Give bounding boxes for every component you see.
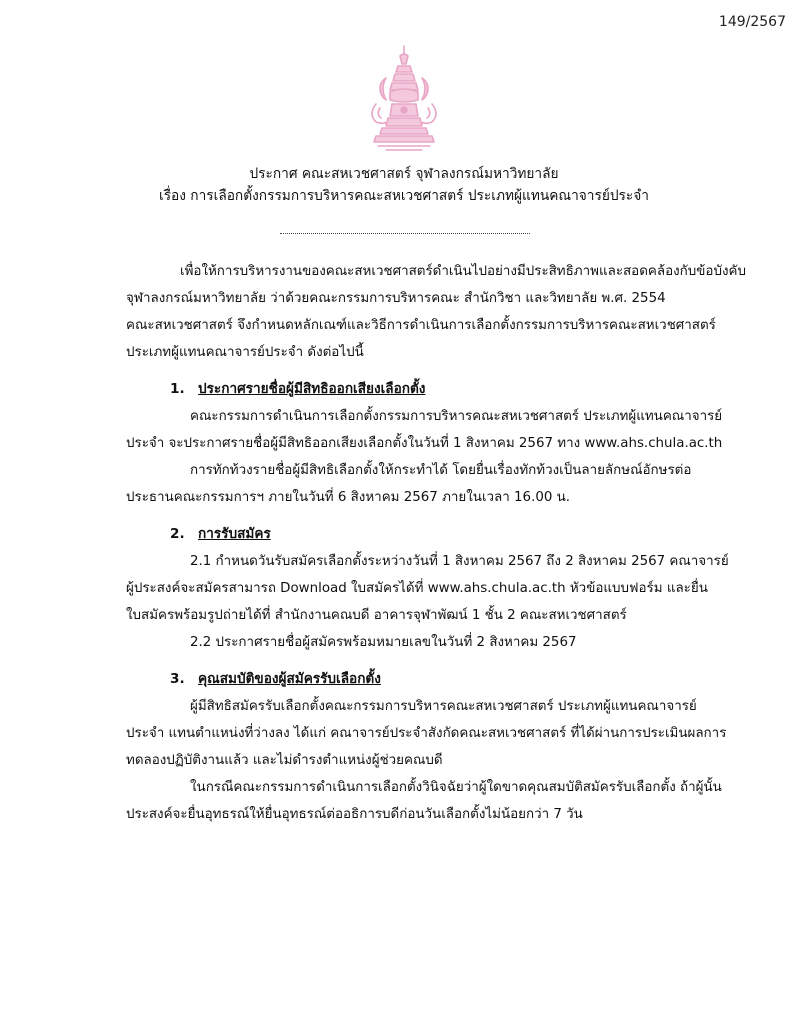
section-1-line: ประธานคณะกรรมการฯ ภายในวันที่ 6 สิงหาคม 2567 ภายในเวลา 16.00 น. [126,490,571,505]
university-seal-icon [366,44,442,152]
intro-line: จุฬาลงกรณ์มหาวิทยาลัย ว่าด้วยคณะกรรมการบริหารคณะ สำนักวิชา และวิทยาลัย พ.ศ. 2554 [126,291,666,306]
announcement-subject: เรื่อง การเลือกตั้งกรรมการบริหารคณะสหเวชศาสตร์ ประเภทผู้แทนคณาจารย์ประจำ [159,188,649,204]
section-2-line: ใบสมัครพร้อมรูปถ่ายได้ที่ สำนักงานคณบดี อาคารจุฬาพัฒน์ 1 ชั้น 2 คณะสหเวชศาสตร์ [126,608,627,623]
announcement-header [0,163,808,207]
intro-line: ประเภทผู้แทนคณาจารย์ประจำ ดังต่อไปนี้ [126,345,364,360]
announcement-title: ประกาศ คณะสหเวชศาสตร์ จุฬาลงกรณ์มหาวิทยาลัย [249,166,559,182]
section-title: การรับสมัคร [198,526,271,542]
document-number: 149/2567 [718,14,786,30]
intro-line: เพื่อให้การบริหารงานของคณะสหเวชศาสตร์ดำเนินไปอย่างมีประสิทธิภาพและสอดคล้องกับข้อบังคับ [180,264,746,279]
section-number: 1. [170,381,185,397]
section-1-line: คณะกรรมการดำเนินการเลือกตั้งกรรมการบริหารคณะสหเวชศาสตร์ ประเภทผู้แทนคณาจารย์ [190,409,723,424]
section-number: 3. [170,671,185,687]
section-3-line: ประสงค์จะยื่นอุทธรณ์ให้ยื่นอุทธรณ์ต่ออธิการบดีก่อนวันเลือกตั้งไม่น้อยกว่า 7 วัน [126,807,583,822]
section-1-line: ประจำ จะประกาศรายชื่อผู้มีสิทธิออกเสียงเลือกตั้งในวันที่ 1 สิงหาคม 2567 ทาง www.ahs.chula.ac.th [126,436,723,451]
section-heading-3 [170,666,381,694]
section-number: 2. [170,526,185,542]
section-2-line: ผู้ประสงค์จะสมัครสามารถ Download ใบสมัครได้ที่ www.ahs.chula.ac.th หัวข้อแบบฟอร์ม และยื่น [126,581,708,596]
section-2-line: 2.2 ประกาศรายชื่อผู้สมัครพร้อมหมายเลขในวันที่ 2 สิงหาคม 2567 [190,635,577,650]
section-3-line: ประจำ แทนตำแหน่งที่ว่างลง ได้แก่ คณาจารย์ประจำสังกัดคณะสหเวชศาสตร์ ที่ได้ผ่านการประเมินผลการ [126,726,727,741]
section-title: ประกาศรายชื่อผู้มีสิทธิออกเสียงเลือกตั้ง [198,381,426,397]
section-1-line: การทักท้วงรายชื่อผู้มีสิทธิเลือกตั้งให้กระทำได้ โดยยื่นเรื่องทักท้วงเป็นลายลักษณ์อักษรต่อ [190,463,692,478]
section-3-line: ผู้มีสิทธิสมัครรับเลือกตั้งคณะกรรมการบริหารคณะสหเวชศาสตร์ ประเภทผู้แทนคณาจารย์ [190,699,697,714]
section-heading-2 [170,521,271,549]
dotted-divider [280,233,530,234]
section-2-line: 2.1 กำหนดวันรับสมัครเลือกตั้งระหว่างวันที่ 1 สิงหาคม 2567 ถึง 2 สิงหาคม 2567 คณาจารย์ [190,554,729,569]
section-3-line: ในกรณีคณะกรรมการดำเนินการเลือกตั้งวินิจฉัยว่าผู้ใดขาดคุณสมบัติสมัครรับเลือกตั้ง ถ้าผู้นั้น [190,780,722,795]
intro-line: คณะสหเวชศาสตร์ จึงกำหนดหลักเณฑ์และวิธีการดำเนินการเลือกตั้งกรรมการบริหารคณะสหเวชศาสตร์ [126,318,716,333]
section-heading-1 [170,376,425,404]
section-3-line: ทดลองปฏิบัติงานแล้ว และไม่ดำรงตำแหน่งผู้ช่วยคณบดี [126,753,443,768]
section-title: คุณสมบัติของผู้สมัครรับเลือกตั้ง [198,671,381,687]
